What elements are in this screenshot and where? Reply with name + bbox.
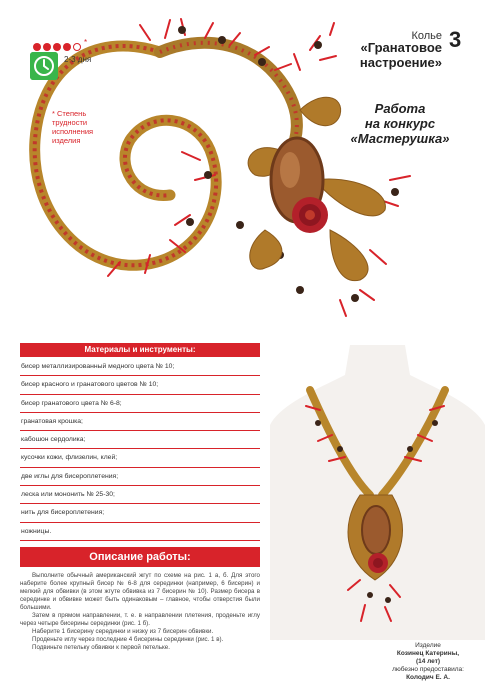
page-title [302, 40, 442, 70]
item-kind: Колье [411, 30, 442, 42]
contest-label [345, 101, 455, 146]
description-body [20, 572, 260, 652]
title-line: «Гранатовое [360, 40, 442, 55]
necklace-worn-photo [270, 345, 485, 640]
credit-line: Изделие [415, 642, 441, 649]
paragraph: Подвиньте петельку обвивки к первой петельке. [32, 644, 170, 651]
materials-list [20, 358, 260, 541]
difficulty-dot [63, 43, 71, 51]
list-item: бисер гранатового цвета № 6-8; [20, 395, 260, 413]
title-line: настроение» [359, 55, 442, 70]
page-number: 3 [449, 27, 462, 52]
contest-line: «Мастерушка» [350, 131, 450, 146]
list-item: две иглы для бисероплетения; [20, 468, 260, 486]
description-heading: Описание работы: [20, 547, 260, 567]
paragraph: Выполните обычный американский жгут по схеме на рис. 1 а, б. Для этого наберите более крупный бисер № 6-8 для серединки (например, 6 бисерин) и мелкий для обвивки (в этом жгуте обвивка из 7 бисерин № 10). Размер бисера в серединке и обвивке может быть одинаковым – главное, чтобы отверстия были большими. [20, 572, 260, 611]
difficulty-rating [33, 38, 93, 50]
clock-icon [30, 52, 58, 80]
credit-line: любезно предоставила: [392, 666, 464, 673]
list-item: ножницы. [20, 523, 260, 541]
difficulty-asterisk: * [84, 38, 88, 47]
contest-line: Работа [374, 101, 426, 116]
paragraph: Затем в прямом направлении, т. е. в направлении плетения, проденьте иглу через четыре бисерины серединки (рис. 1 б). [20, 612, 260, 627]
credit-provider: Колодич Е. А. [406, 674, 450, 681]
duration-label: 2-3 дня [64, 55, 92, 64]
difficulty-dot [33, 43, 41, 51]
credit-age: (14 лет) [415, 658, 441, 665]
list-item: леска или мононить № 25-30; [20, 486, 260, 504]
list-item: кусочки кожи, флизелин, клей; [20, 449, 260, 467]
difficulty-dot [73, 43, 81, 51]
difficulty-dot [53, 43, 61, 51]
materials-heading: Материалы и инструменты: [20, 343, 260, 357]
list-item: кабошон сердолика; [20, 431, 260, 449]
photo-credit [378, 642, 478, 682]
difficulty-note: * Степень трудности исполнения изделия [52, 109, 94, 145]
list-item: бисер металлизированный медного цвета № 10; [20, 358, 260, 376]
paragraph: Проденьте иглу через последние 4 бисерины серединки (рис. 1 в). [32, 636, 224, 643]
list-item: нить для бисероплетения; [20, 504, 260, 522]
list-item: гранатовая крошка; [20, 413, 260, 431]
credit-author: Козинец Катерины, [396, 650, 460, 657]
difficulty-dot [43, 43, 51, 51]
contest-line: на конкурс [364, 116, 436, 131]
paragraph: Наберите 1 бисерину серединки и низку из 7 бисерин обвивки. [32, 628, 214, 635]
list-item: бисер красного и гранатового цветов № 10; [20, 376, 260, 394]
